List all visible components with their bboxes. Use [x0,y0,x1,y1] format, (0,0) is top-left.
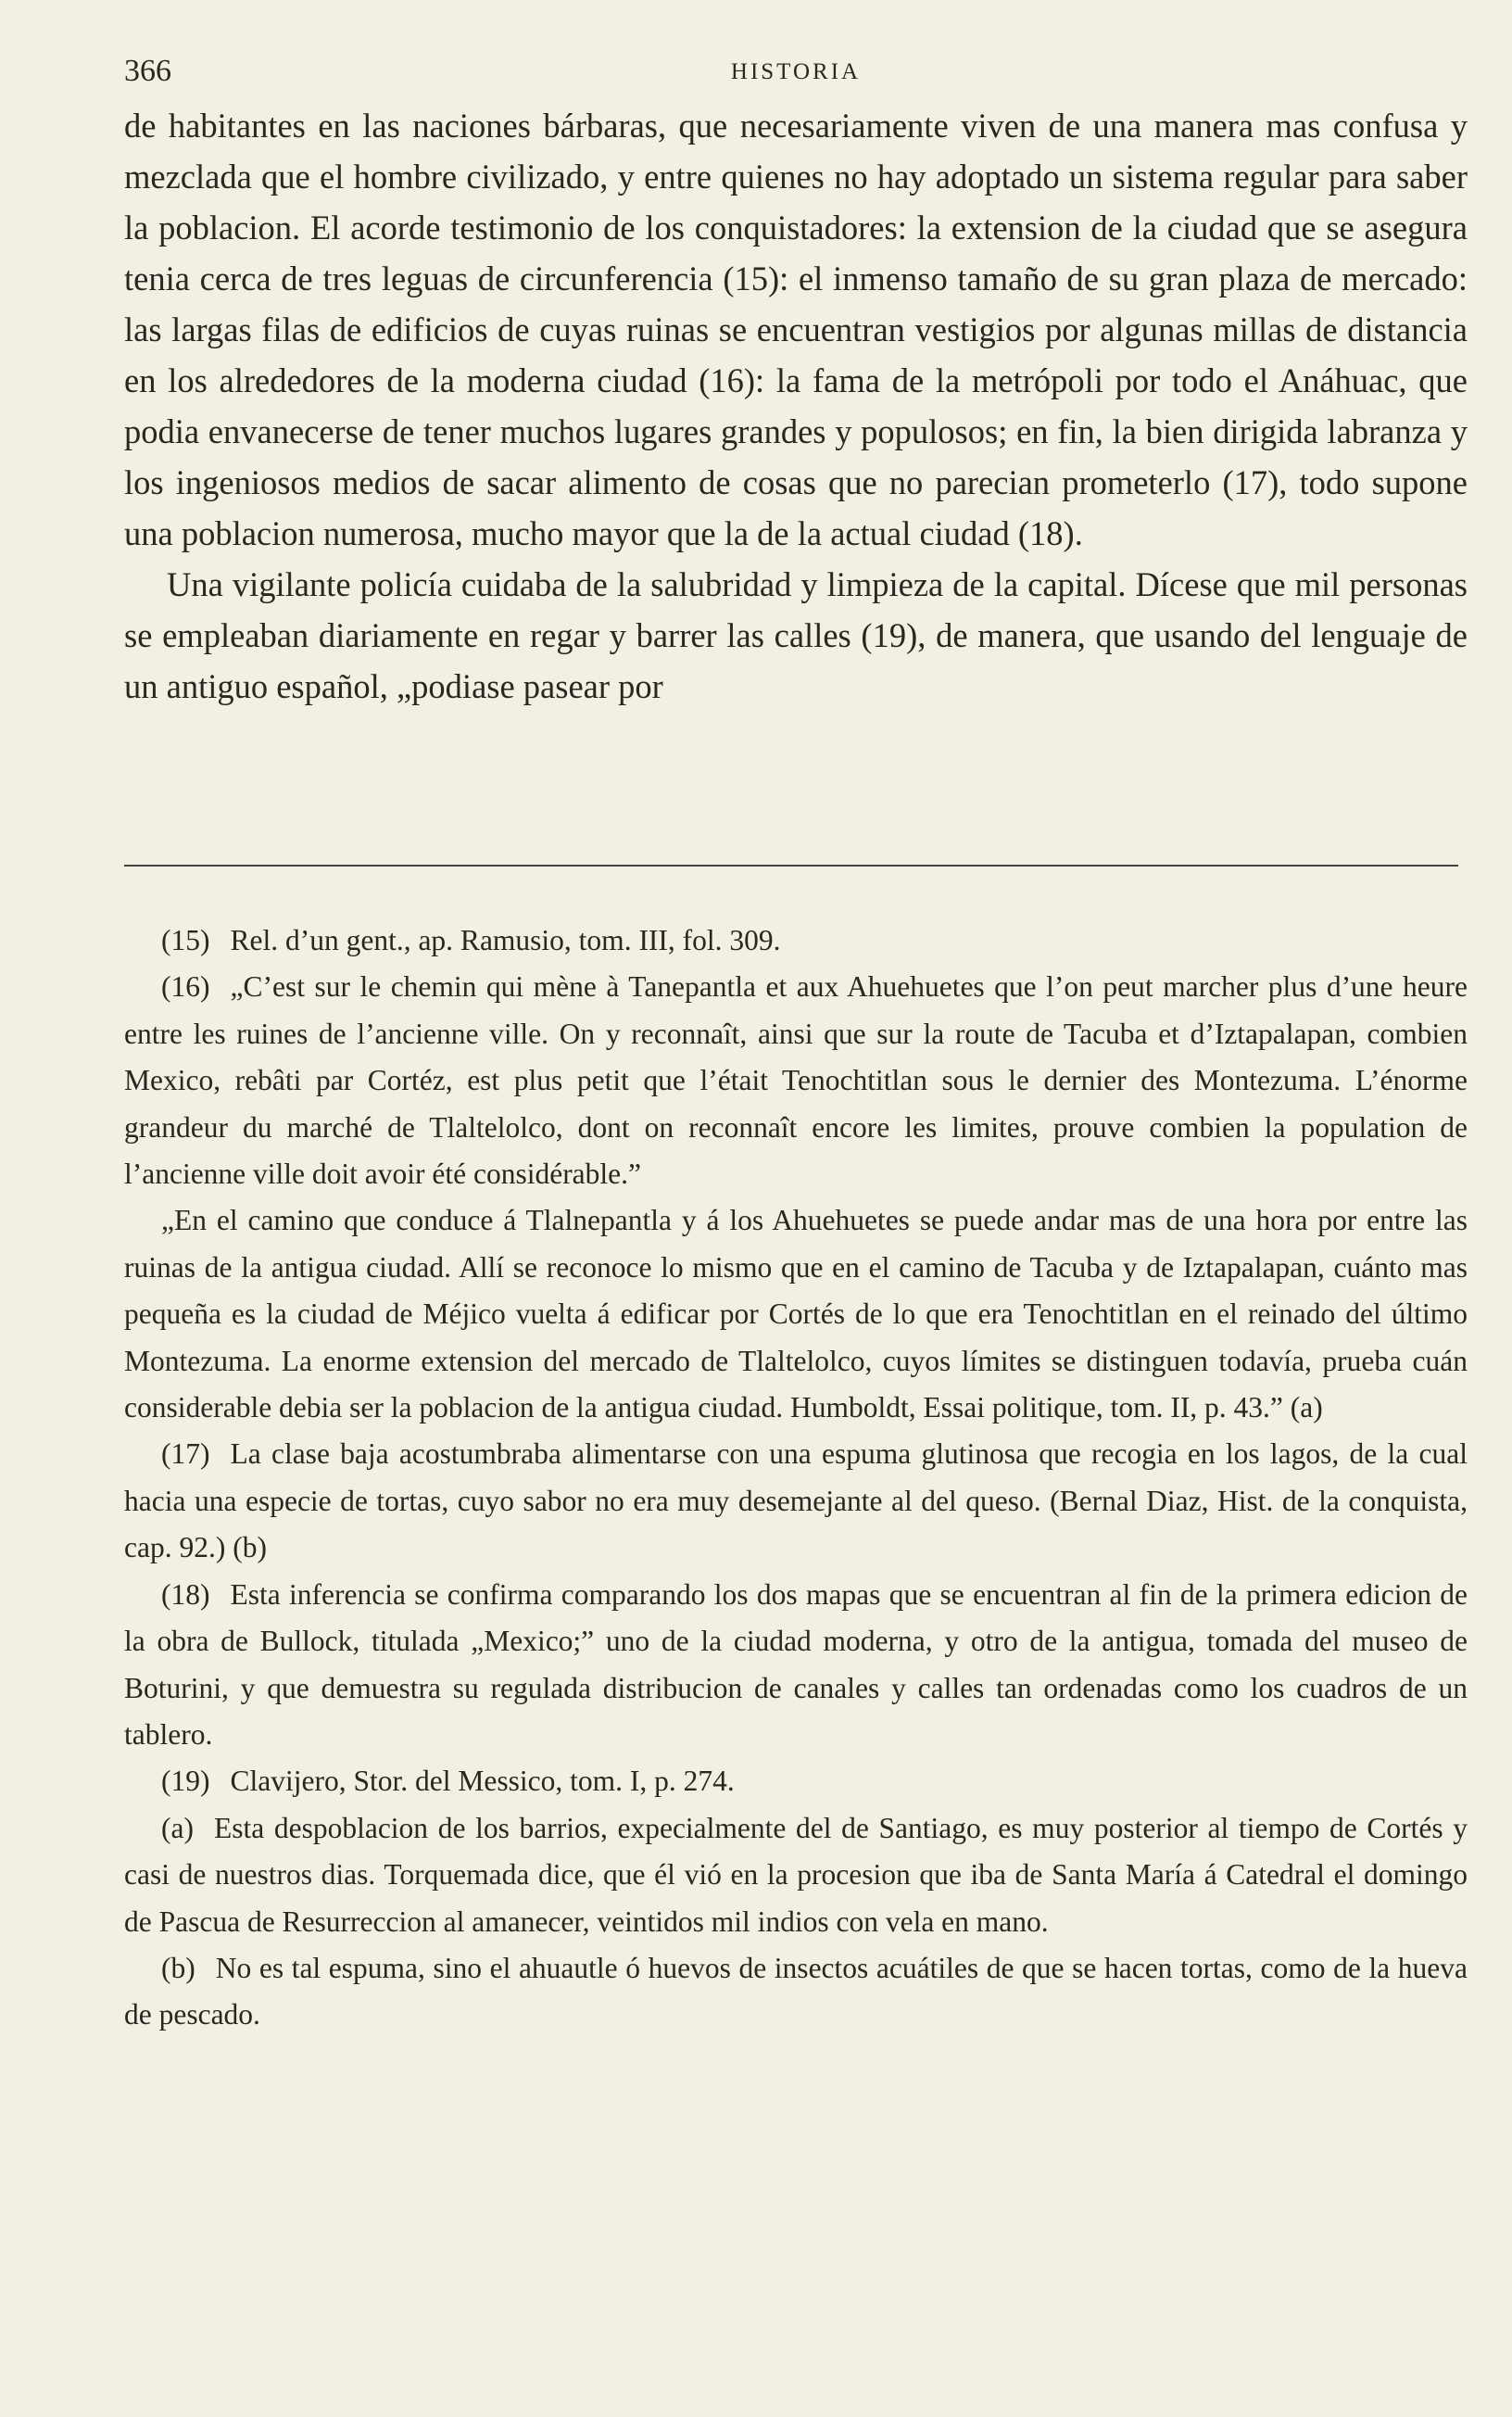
body-paragraph: de habitantes en las naciones bárbaras, que necesariamente viven de una manera mas confusa y mezclada que el hombre civilizado, y entre quienes no hay adoptado un sistema regular para saber la poblacion. El acorde testimonio de los conquistadores: la extension de la ciudad que se asegura tenia cerca de tres leguas de circunferencia (15): el inmenso tamaño de su gran plaza de mercado: las largas filas de edificios de cuyas ruinas se encuentran vestigios por algunas millas de distancia en los alrededores de la moderna ciudad (16): la fama de la metrópoli por todo el Anáhuac, que podia envanecerse de tener muchos lugares grandes y populosos; en fin, la bien dirigida labranza y los ingeniosos medios de sacar alimento de cosas que no parecian prometerlo (17), todo supone una poblacion numerosa, mucho mayor que la de la actual ciudad (18). [124,107,1468,552]
footnote-text: Esta inferencia se confirma comparando los dos mapas que se encuentran al fin de la primera edicion de la obra de Bullock, titulada „Mexico;” uno de la ciudad moderna, y otro de la antigua, tomada del museo de Boturini, y que demuestra su regulada distribucion de canales y calles tan ordenadas como los cuadros de un tablero. [124,1577,1468,1751]
footnote-label: (a) [161,1811,194,1844]
footnote-label: (15) [161,924,210,956]
footnote-label: (19) [161,1765,210,1798]
running-head: HISTORIA [730,59,862,84]
footnote-label: (b) [161,1951,195,1984]
footnote [124,1572,1468,1759]
page-number: 366 [124,54,171,88]
footnote [124,1945,1468,2039]
footnote-text: „En el camino que conduce á Tlalnepantla y á los Ahuehuetes se puede andar mas de una hora por entre las ruinas de la antigua ciudad. Allí se reconoce lo mismo que en el camino de Tacuba y de Iztapalapan, cuánto mas pequeña es la ciudad de Méjico vuelta á edificar por Cortés de lo que era Tenochtitlan en el reinado del último Montezuma. La enorme extension del mercado de Tlaltelolco, cuyos límites se distinguen todavía, prueba cuán considerable debia ser la poblacion de la antigua ciudad. Humboldt, Essai politique, tom. II, p. 43.” (a) [124,1204,1468,1424]
footnote-text: La clase baja acostumbraba alimentarse con una espuma glutinosa que recogia en los lagos, de la cual hacia una especie de tortas, cuyo sabor no era muy desemejante al del queso. (Bernal Diaz, Hist. de la conquista, cap. 92.) (b) [124,1437,1468,1564]
footnote-text: No es tal espuma, sino el ahuautle ó huevos de insectos acuátiles de que se hacen tortas, como de la hueva de pescado. [124,1951,1468,2031]
footnote-label: (17) [161,1437,210,1471]
footnote-label: (18) [161,1577,210,1611]
footnote-label: (16) [161,970,210,1004]
footnote [124,917,1468,964]
body-paragraph: Una vigilante policía cuidaba de la salubridad y limpieza de la capital. Dícese que mil personas se empleaban diariamente en regar y barrer las calles (19), de manera, que usando del lenguaje de un antiguo español, „podiase pasear por [124,565,1468,705]
footnote [124,1431,1468,1571]
footnote-text: Esta despoblacion de los barrios, expecialmente del de Santiago, es muy posterior al tiempo de Cortés y casi de nuestros dias. Torquemada dice, que él vió en la procesion que iba de Santa María á Catedral el domingo de Pascua de Resurreccion al amanecer, veintidos mil indios con vela en mano. [124,1811,1468,1938]
footnotes [124,917,1468,2039]
page-header [124,54,1468,91]
footnote [124,1197,1468,1431]
main-text [124,100,1468,712]
footnote-text: Rel. d’un gent., ap. Ramusio, tom. III, fol. 309. [230,924,781,956]
footnote-divider [124,865,1458,867]
footnote-text: „C’est sur le chemin qui mène à Tanepantla et aux Ahuehuetes que l’on peut marcher plus d’une heure entre les ruines de l’ancienne ville. On y reconnaît, ainsi que sur la route de Tacuba et d’Iztapalapan, combien Mexico, rebâti par Cortéz, est plus petit que l’était Tenochtitlan sous le dernier des Montezuma. L’énorme grandeur du marché de Tlaltelolco, dont on reconnaît encore les limites, prouve combien la population de l’ancienne ville doit avoir été considérable.” [124,970,1468,1191]
footnote [124,1758,1468,1804]
footnote-text: Clavijero, Stor. del Messico, tom. I, p. 274. [230,1765,735,1798]
footnote [124,964,1468,1197]
footnote [124,1805,1468,1945]
